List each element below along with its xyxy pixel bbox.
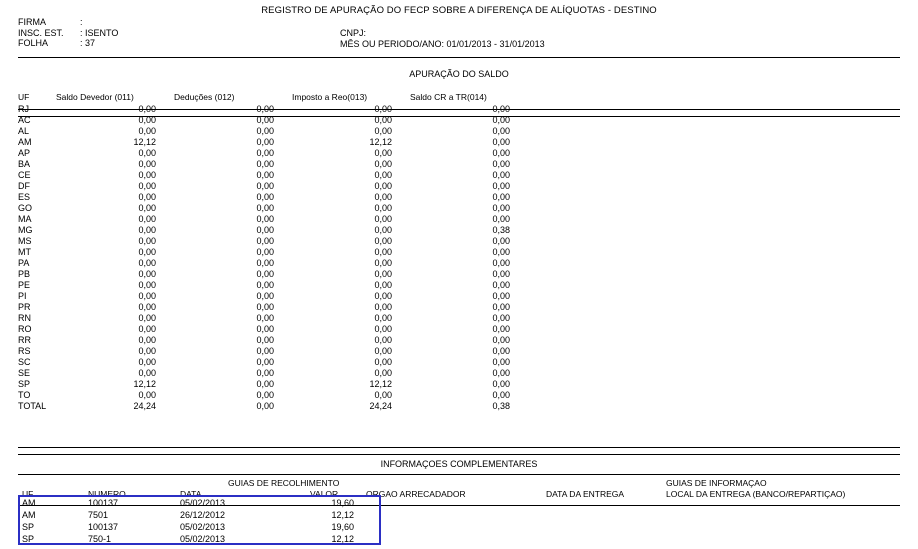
cnpj-label: CNPJ: [340, 28, 367, 38]
cell-uf: MG [18, 225, 33, 235]
guia-valor: 19,60 [331, 522, 354, 532]
cell-value: 0,00 [138, 302, 156, 312]
cell-value: 24,24 [133, 401, 156, 411]
cell-uf: AL [18, 126, 30, 136]
cell-value: 0,00 [138, 115, 156, 125]
guias-col-header-numero: NUMERO [88, 489, 126, 499]
folha-row [18, 38, 118, 49]
cell-value: 12,12 [133, 379, 156, 389]
table-row [18, 291, 528, 302]
col-header-saldo-devedor: Saldo Devedor (011) [56, 92, 134, 102]
guia-valor: 19,60 [331, 498, 354, 508]
cell-uf: AP [18, 148, 31, 158]
guias-col-header-uf: UF [22, 489, 34, 499]
cell-value: 0,00 [256, 302, 274, 312]
col-header-deducoes: Deduções (012) [174, 92, 235, 102]
cell-value: 0,00 [374, 115, 392, 125]
cell-uf: GO [18, 203, 33, 213]
cell-uf: DF [18, 181, 30, 191]
table-row [18, 236, 528, 247]
table-row [18, 203, 528, 214]
cell-value: 0,00 [492, 291, 510, 301]
cell-uf: TOTAL [18, 401, 47, 411]
guias-col-header-local-entrega: LOCAL DA ENTREGA (BANCO/REPARTIÇAO) [666, 489, 846, 499]
cell-value: 12,12 [369, 379, 392, 389]
divider-info-top [18, 474, 900, 475]
divider-header [18, 57, 900, 58]
table-row [18, 269, 528, 280]
cell-value: 0,00 [492, 148, 510, 158]
cell-value: 0,00 [138, 247, 156, 257]
cell-value: 0,00 [492, 159, 510, 169]
guia-numero: 7501 [88, 510, 109, 520]
cell-value: 0,00 [256, 203, 274, 213]
cell-value: 0,00 [256, 258, 274, 268]
table-row [18, 390, 528, 401]
table-row [18, 258, 528, 269]
cell-value: 0,00 [138, 225, 156, 235]
cell-value: 0,00 [256, 126, 274, 136]
page-title: REGISTRO DE APURAÇÃO DO FECP SOBRE A DIFERENÇA DE ALÍQUOTAS - DESTINO [261, 5, 657, 16]
cell-value: 0,00 [256, 170, 274, 180]
cell-value: 0,00 [374, 291, 392, 301]
cell-uf: SE [18, 368, 31, 378]
cell-value: 0,00 [256, 269, 274, 279]
guia-data: 26/12/2012 [180, 510, 226, 520]
cell-value: 0,00 [256, 115, 274, 125]
table-row [18, 379, 528, 390]
guias-informacao-group-label: GUIAS DE INFORMAÇAO [666, 478, 767, 488]
cell-value: 0,00 [138, 159, 156, 169]
cell-value: 0,38 [492, 225, 510, 235]
firma-label: FIRMA [18, 17, 46, 27]
cell-uf: PE [18, 280, 31, 290]
table-row [18, 214, 528, 225]
cell-value: 0,00 [492, 115, 510, 125]
table-row [18, 225, 528, 236]
guias-col-header-orgao-arrecadador: ORGAO ARRECADADOR [366, 489, 466, 499]
col-header-saldo-cr-a-tr: Saldo CR a TR(014) [410, 92, 487, 102]
cell-value: 0,00 [492, 214, 510, 224]
cell-value: 0,00 [492, 104, 510, 114]
guias-col-header-data: DATA [180, 489, 202, 499]
cell-uf: PA [18, 258, 30, 268]
cell-value: 0,00 [138, 203, 156, 213]
cell-value: 0,00 [138, 324, 156, 334]
cell-value: 0,00 [374, 170, 392, 180]
divider-columns-bottom [18, 116, 900, 117]
cell-value: 0,00 [138, 104, 156, 114]
cell-value: 0,00 [374, 335, 392, 345]
cell-uf: SP [18, 379, 31, 389]
cell-uf: CE [18, 170, 31, 180]
cell-value: 0,00 [256, 280, 274, 290]
cell-value: 0,00 [256, 335, 274, 345]
table-row [18, 181, 528, 192]
cell-value: 0,00 [374, 324, 392, 334]
table-row [18, 126, 528, 137]
cell-value: 0,00 [138, 313, 156, 323]
cell-value: 0,00 [138, 148, 156, 158]
cell-uf: MS [18, 236, 32, 246]
cell-value: 0,00 [256, 291, 274, 301]
cell-value: 0,00 [374, 159, 392, 169]
guia-valor: 12,12 [331, 534, 354, 544]
guias-col-header-valor: VALOR [310, 489, 339, 499]
cell-value: 0,00 [256, 313, 274, 323]
cell-uf: RS [18, 346, 31, 356]
cell-value: 0,00 [374, 258, 392, 268]
cell-value: 0,00 [374, 148, 392, 158]
cell-value: 0,00 [138, 346, 156, 356]
cell-value: 0,00 [492, 181, 510, 191]
cell-value: 0,00 [256, 346, 274, 356]
table-row [18, 280, 528, 291]
cell-value: 0,00 [256, 247, 274, 257]
cell-value: 0,38 [492, 401, 510, 411]
cell-uf: AM [18, 137, 32, 147]
table-row [18, 401, 528, 412]
cell-value: 0,00 [492, 126, 510, 136]
guia-uf: AM [22, 498, 36, 508]
table-row [18, 368, 528, 379]
cell-value: 0,00 [138, 214, 156, 224]
cell-value: 0,00 [374, 390, 392, 400]
cell-value: 24,24 [369, 401, 392, 411]
cell-value: 0,00 [256, 390, 274, 400]
guia-uf: SP [22, 534, 35, 544]
firma-row [18, 17, 118, 28]
cell-value: 0,00 [492, 258, 510, 268]
cell-value: 0,00 [374, 302, 392, 312]
table-row [18, 324, 528, 335]
cell-uf: PB [18, 269, 31, 279]
guia-uf: SP [22, 522, 35, 532]
cell-value: 0,00 [256, 181, 274, 191]
cell-value: 0,00 [138, 236, 156, 246]
cell-value: 0,00 [374, 357, 392, 367]
cell-value: 0,00 [138, 269, 156, 279]
insc-est-label: INSC. EST. [18, 27, 64, 38]
cell-uf: RR [18, 335, 31, 345]
guia-numero: 100137 [88, 522, 119, 532]
cell-value: 0,00 [374, 269, 392, 279]
section-title-apuracao: APURAÇÃO DO SALDO [409, 69, 509, 79]
cell-value: 0,00 [492, 269, 510, 279]
guias-col-header-data-entrega: DATA DA ENTREGA [546, 489, 625, 499]
cell-value: 0,00 [138, 357, 156, 367]
cell-value: 12,12 [133, 137, 156, 147]
divider-totals-bottom [18, 454, 900, 455]
cell-value: 0,00 [374, 203, 392, 213]
cell-value: 0,00 [492, 280, 510, 290]
cell-value: 0,00 [374, 368, 392, 378]
cell-value: 0,00 [374, 104, 392, 114]
guia-uf: AM [22, 510, 36, 520]
cell-uf: BA [18, 159, 31, 169]
cell-value: 0,00 [256, 104, 274, 114]
cell-value: 0,00 [138, 368, 156, 378]
guia-data: 05/02/2013 [180, 534, 226, 544]
cell-uf: TO [18, 390, 31, 400]
section-title-informacoes: INFORMAÇOES COMPLEMENTARES [380, 459, 538, 469]
cell-value: 0,00 [256, 137, 274, 147]
cell-value: 0,00 [138, 280, 156, 290]
cell-uf: MA [18, 214, 32, 224]
table-row [18, 335, 528, 346]
col-header-imposto-a-rec: Imposto a Reo(013) [292, 92, 368, 102]
cell-uf: RO [18, 324, 32, 334]
guia-data: 05/02/2013 [180, 498, 226, 508]
cell-value: 0,00 [256, 148, 274, 158]
cell-value: 0,00 [492, 236, 510, 246]
cell-value: 0,00 [374, 236, 392, 246]
guia-numero: 750-1 [88, 534, 112, 544]
cell-uf: SC [18, 357, 31, 367]
cell-value: 0,00 [374, 126, 392, 136]
cell-value: 0,00 [374, 247, 392, 257]
cell-value: 0,00 [374, 225, 392, 235]
cell-uf: RN [18, 313, 31, 323]
header-center-block [340, 28, 545, 49]
cell-value: 0,00 [374, 181, 392, 191]
cell-value: 0,00 [492, 313, 510, 323]
table-row [18, 170, 528, 181]
cell-value: 0,00 [138, 126, 156, 136]
cell-value: 0,00 [256, 225, 274, 235]
table-row [18, 346, 528, 357]
cell-value: 0,00 [492, 302, 510, 312]
cell-value: 0,00 [492, 335, 510, 345]
firma-value: : [80, 17, 83, 27]
header-left-block [18, 17, 118, 49]
insc-est-value: : ISENTO [80, 27, 119, 38]
cell-value: 0,00 [374, 214, 392, 224]
table-row [18, 302, 528, 313]
cell-value: 0,00 [492, 357, 510, 367]
cell-value: 0,00 [492, 324, 510, 334]
insc-est-row [18, 28, 118, 39]
table-row [18, 247, 528, 258]
cell-value: 0,00 [256, 379, 274, 389]
cell-value: 12,12 [369, 137, 392, 147]
cell-value: 0,00 [492, 137, 510, 147]
cell-uf: MT [18, 247, 31, 257]
guia-numero: 100137 [88, 498, 119, 508]
cell-value: 0,00 [138, 258, 156, 268]
cell-value: 0,00 [138, 170, 156, 180]
cell-value: 0,00 [492, 379, 510, 389]
cell-value: 0,00 [138, 192, 156, 202]
cell-value: 0,00 [256, 324, 274, 334]
cell-value: 0,00 [492, 390, 510, 400]
cell-value: 0,00 [256, 401, 274, 411]
table-row [18, 357, 528, 368]
table-header-row [18, 92, 528, 104]
cell-value: 0,00 [492, 247, 510, 257]
table-row [18, 148, 528, 159]
cell-value: 0,00 [256, 368, 274, 378]
guias-recolhimento-group-label: GUIAS DE RECOLHIMENTO [228, 478, 340, 488]
cell-value: 0,00 [256, 236, 274, 246]
divider-totals-top [18, 447, 900, 448]
table-row [18, 313, 528, 324]
folha-label: FOLHA [18, 38, 49, 48]
cell-value: 0,00 [256, 192, 274, 202]
cell-value: 0,00 [256, 214, 274, 224]
guia-valor: 12,12 [331, 510, 354, 520]
cell-uf: PI [18, 291, 27, 301]
cell-uf: RJ [18, 104, 29, 114]
divider-columns-top [18, 109, 900, 110]
cell-value: 0,00 [138, 291, 156, 301]
cell-value: 0,00 [256, 159, 274, 169]
cell-value: 0,00 [492, 170, 510, 180]
table-row [18, 192, 528, 203]
table-row [18, 159, 528, 170]
guia-data: 05/02/2013 [180, 522, 226, 532]
cell-value: 0,00 [256, 357, 274, 367]
cell-value: 0,00 [374, 280, 392, 290]
cell-value: 0,00 [138, 335, 156, 345]
cell-uf: PR [18, 302, 31, 312]
cell-value: 0,00 [138, 181, 156, 191]
cell-value: 0,00 [492, 192, 510, 202]
table-row [18, 137, 528, 148]
cell-value: 0,00 [374, 346, 392, 356]
col-header-uf: UF [18, 92, 30, 102]
apuracao-table [18, 92, 528, 412]
cell-value: 0,00 [374, 192, 392, 202]
folha-value: : 37 [80, 38, 96, 48]
cell-uf: AC [18, 115, 31, 125]
cell-value: 0,00 [492, 203, 510, 213]
cell-value: 0,00 [374, 313, 392, 323]
cell-value: 0,00 [492, 346, 510, 356]
cell-value: 0,00 [138, 390, 156, 400]
cell-value: 0,00 [492, 368, 510, 378]
cell-uf: ES [18, 192, 31, 202]
periodo-label: MÊS OU PERIODO/ANO: 01/01/2013 - 31/01/2013 [340, 38, 545, 49]
